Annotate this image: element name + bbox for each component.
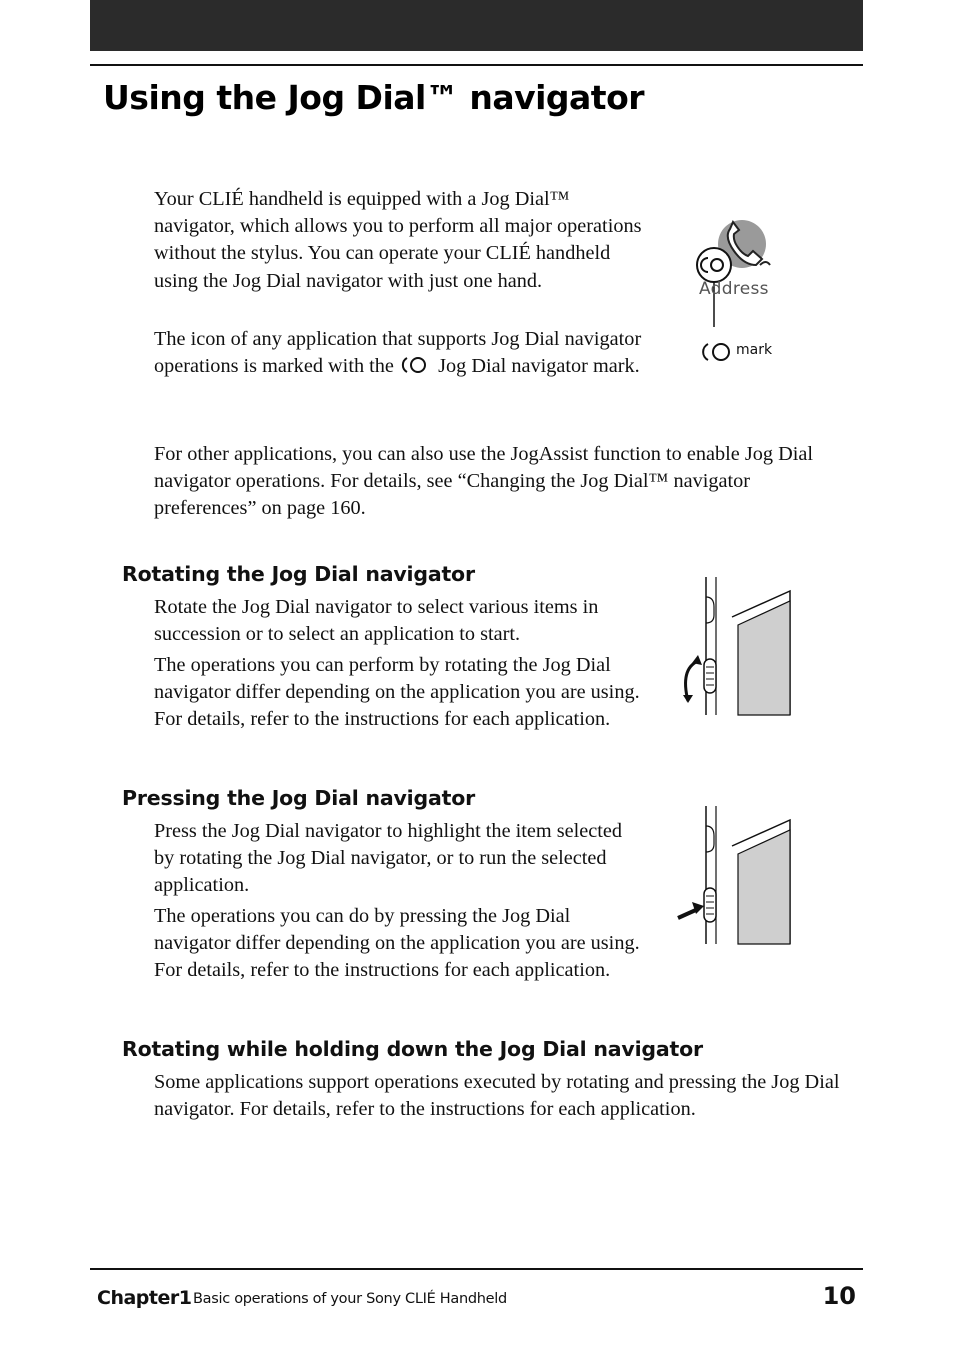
header-bar bbox=[90, 0, 863, 51]
intro-paragraph-2-text-a: The icon of any application that supports Jog Dial navigator operations is marked with the bbox=[154, 328, 642, 378]
section-heading-rotating-holding: Rotating while holding down the Jog Dial navigator bbox=[122, 1037, 703, 1061]
jog-dial-mark-icon bbox=[400, 355, 432, 383]
intro-paragraph-2-text-b: Jog Dial navigator mark. bbox=[433, 355, 640, 378]
section-pressing-paragraph-2: The operations you can do by pressing the Jog Dial navigator differ depending on the application you are using. For details, refer to the instructions for each application. bbox=[154, 905, 640, 982]
section-rotating-paragraph-1: Rotate the Jog Dial navigator to select various items in succession or to select an application to start. bbox=[154, 596, 599, 646]
page-title: Using the Jog Dial™ navigator bbox=[103, 78, 645, 117]
press-jog-dial-illustration bbox=[676, 806, 794, 951]
section-rotating-paragraph-2: The operations you can perform by rotating the Jog Dial navigator differ depending on the application you are using. For details, refer to the instructions for each application. bbox=[154, 654, 640, 731]
section-heading-pressing: Pressing the Jog Dial navigator bbox=[122, 786, 475, 810]
intro-paragraph-3: For other applications, you can also use the JogAssist function to enable Jog Dial navigator operations. For details, see “Changing the Jog Dial™ navigator preferences” on page 160. bbox=[154, 443, 814, 520]
section-heading-rotating: Rotating the Jog Dial navigator bbox=[122, 562, 475, 586]
mark-legend-label: mark bbox=[736, 342, 773, 358]
address-icon-label: Address bbox=[699, 279, 769, 299]
section-rotating-holding-paragraph-1: Some applications support operations executed by rotating and pressing the Jog Dial navigator. For details, refer to the instructions for each application. bbox=[154, 1071, 840, 1121]
section-pressing-paragraph-1: Press the Jog Dial navigator to highlight the item selected by rotating the Jog Dial navigator, or to run the selected application. bbox=[154, 820, 623, 897]
rotate-jog-dial-illustration bbox=[676, 577, 794, 722]
intro-paragraph-1: Your CLIÉ handheld is equipped with a Jog Dial™ navigator, which allows you to perform all major operations without the stylus. You can operate your CLIÉ handheld using the Jog Dial navigator with just one hand. bbox=[154, 188, 642, 292]
page-number: 10 bbox=[822, 1282, 856, 1310]
address-app-icon bbox=[694, 217, 784, 337]
jog-dial-mark-legend-icon bbox=[700, 341, 734, 368]
footer-rule bbox=[90, 1268, 863, 1270]
intro-paragraph-2 bbox=[154, 326, 644, 383]
footer-description: Basic operations of your Sony CLIÉ Handheld bbox=[193, 1291, 507, 1307]
header-rule bbox=[90, 64, 863, 66]
footer-chapter: Chapter1 bbox=[97, 1287, 192, 1309]
